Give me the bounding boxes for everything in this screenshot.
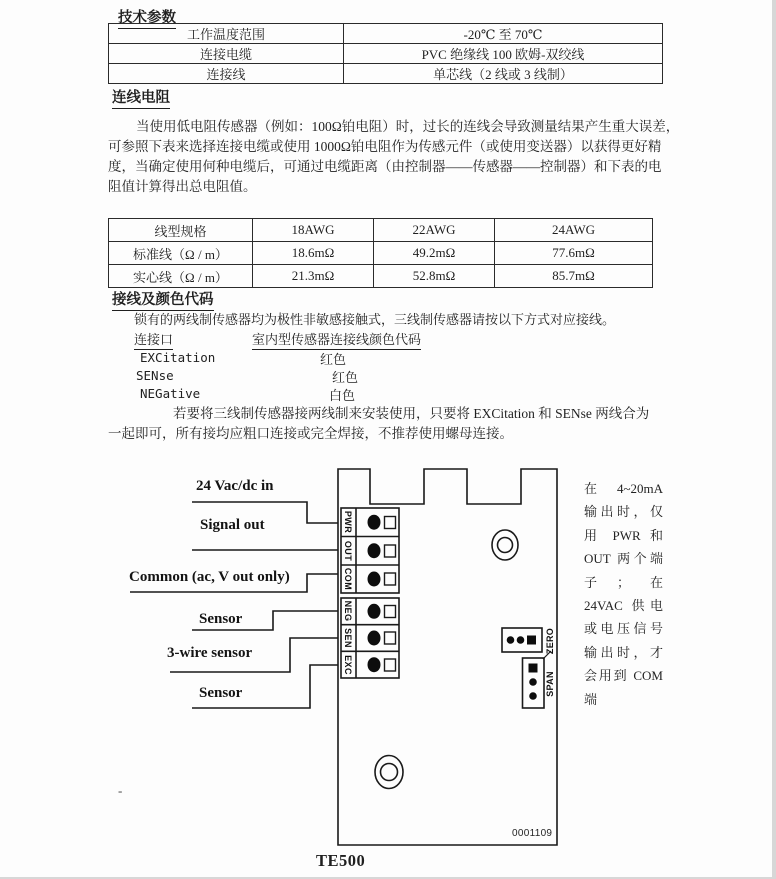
paragraph-line: 阻值计算得出总电阻值。 <box>108 179 257 194</box>
wire-label-sensor-1: Sensor <box>199 611 243 627</box>
wire-label-3wire-sensor: 3-wire sensor <box>167 645 253 661</box>
note-line: 用 PWR 和 <box>584 527 663 543</box>
cell: 52.8mΩ <box>374 265 495 288</box>
note-line: 输出时，才 <box>584 644 663 660</box>
paragraph-line: 度，当确定使用何种电缆后，可通过电缆距离（由控制器——传感器——控制器）和下表的电 <box>108 159 662 174</box>
section-title-wiring-resistance: 连线电阻 <box>112 86 170 109</box>
zero-jumper <box>502 628 551 659</box>
color-value: 白色 <box>329 388 356 403</box>
note-line: 子；在 <box>584 574 663 590</box>
screw-hole-bottom <box>375 756 403 789</box>
col-header: 24AWG <box>495 219 653 242</box>
color-code-intro: 锁有的两线制传感器均为极性非敏感接触式，三线制传感器请按以下方式对应接线。 <box>134 312 616 327</box>
section-title-color-code: 接线及颜色代码 <box>112 288 214 311</box>
cell: 实心线（Ω / m） <box>109 265 253 288</box>
param-label: 连接电缆 <box>109 44 344 64</box>
port-column-header: 连接口 <box>134 329 173 350</box>
span-jumper <box>523 658 545 708</box>
terminal-label-com: COM <box>343 567 353 591</box>
paragraph-line: 可参照下表来选择连接电缆或使用 1000Ω铂电阻作为传感元件（或使用变送器）以获得更好精 <box>108 139 662 154</box>
param-label: 工作温度范围 <box>109 24 344 44</box>
port-name: EXCitation <box>140 350 216 365</box>
terminal-label-exc: EXC <box>343 655 353 675</box>
color-value: 红色 <box>332 370 359 385</box>
port-name: SENse <box>136 368 174 383</box>
terminal-label-neg: NEG <box>343 600 353 622</box>
note-line: 24VAC 供电 <box>584 598 663 614</box>
param-value: 单芯线（2 线或 3 线制） <box>344 64 663 84</box>
note-line: OUT 两个端 <box>584 551 663 567</box>
note-line: 在 4~20mA <box>584 481 663 496</box>
note-line: 或电压信号 <box>584 621 663 637</box>
section-title-tech-params: 技术参数 <box>118 6 176 29</box>
terminal-label-pwr: PWR <box>343 510 353 534</box>
span-jumper-label: SPAN <box>545 671 555 697</box>
paragraph-line: 若要将三线制传感器接两线制来安装使用，只要将 EXCitation 和 SENse 两线合为 <box>173 406 650 421</box>
wire-label-24vac-in: 24 Vac/dc in <box>196 478 274 494</box>
cell: 85.7mΩ <box>495 265 653 288</box>
wire-label-signal-out: Signal out <box>200 517 265 533</box>
cell: 标准线（Ω / m） <box>109 242 253 265</box>
page-edge-right <box>772 0 776 879</box>
terminal-label-out: OUT <box>343 540 353 562</box>
stray-dash: - <box>118 783 123 798</box>
wire-label-sensor-2: Sensor <box>199 685 243 701</box>
screw-hole-top <box>492 530 518 560</box>
diagram-side-note <box>584 477 663 711</box>
col-header: 线型规格 <box>109 219 253 242</box>
board-code: 0001109 <box>512 828 553 839</box>
note-line: 输出时，仅 <box>584 504 663 520</box>
cell: 77.6mΩ <box>495 242 653 265</box>
terminal-label-sen: SEN <box>343 628 353 648</box>
cell: 18.6mΩ <box>253 242 374 265</box>
param-label: 连接线 <box>109 64 344 84</box>
col-header: 22AWG <box>374 219 495 242</box>
model-label: TE500 <box>316 851 366 870</box>
note-line: 会用到 COM <box>584 668 663 684</box>
color-value: 红色 <box>320 352 347 367</box>
param-value: PVC 绝缘线 100 欧姆-双绞线 <box>344 44 663 64</box>
zero-jumper-label: ZERO <box>545 627 555 655</box>
paragraph-line: 一起即可，所有接均应粗口连接或完全焊接，不推荐使用螺母连接。 <box>108 426 513 441</box>
paragraph-line: 当使用低电阻传感器（例如：100Ω铂电阻）时，过长的连线会导致测量结果产生重大误差， <box>136 119 680 134</box>
cell: 21.3mΩ <box>253 265 374 288</box>
wire-label-common: Common (ac, V out only) <box>129 569 290 585</box>
col-header: 18AWG <box>253 219 374 242</box>
color-column-header: 室内型传感器连接线颜色代码 <box>252 329 421 350</box>
note-line: 端 <box>584 691 598 707</box>
param-value: -20℃ 至 70℃ <box>344 24 663 44</box>
port-name: NEGative <box>140 386 201 401</box>
cell: 49.2mΩ <box>374 242 495 265</box>
